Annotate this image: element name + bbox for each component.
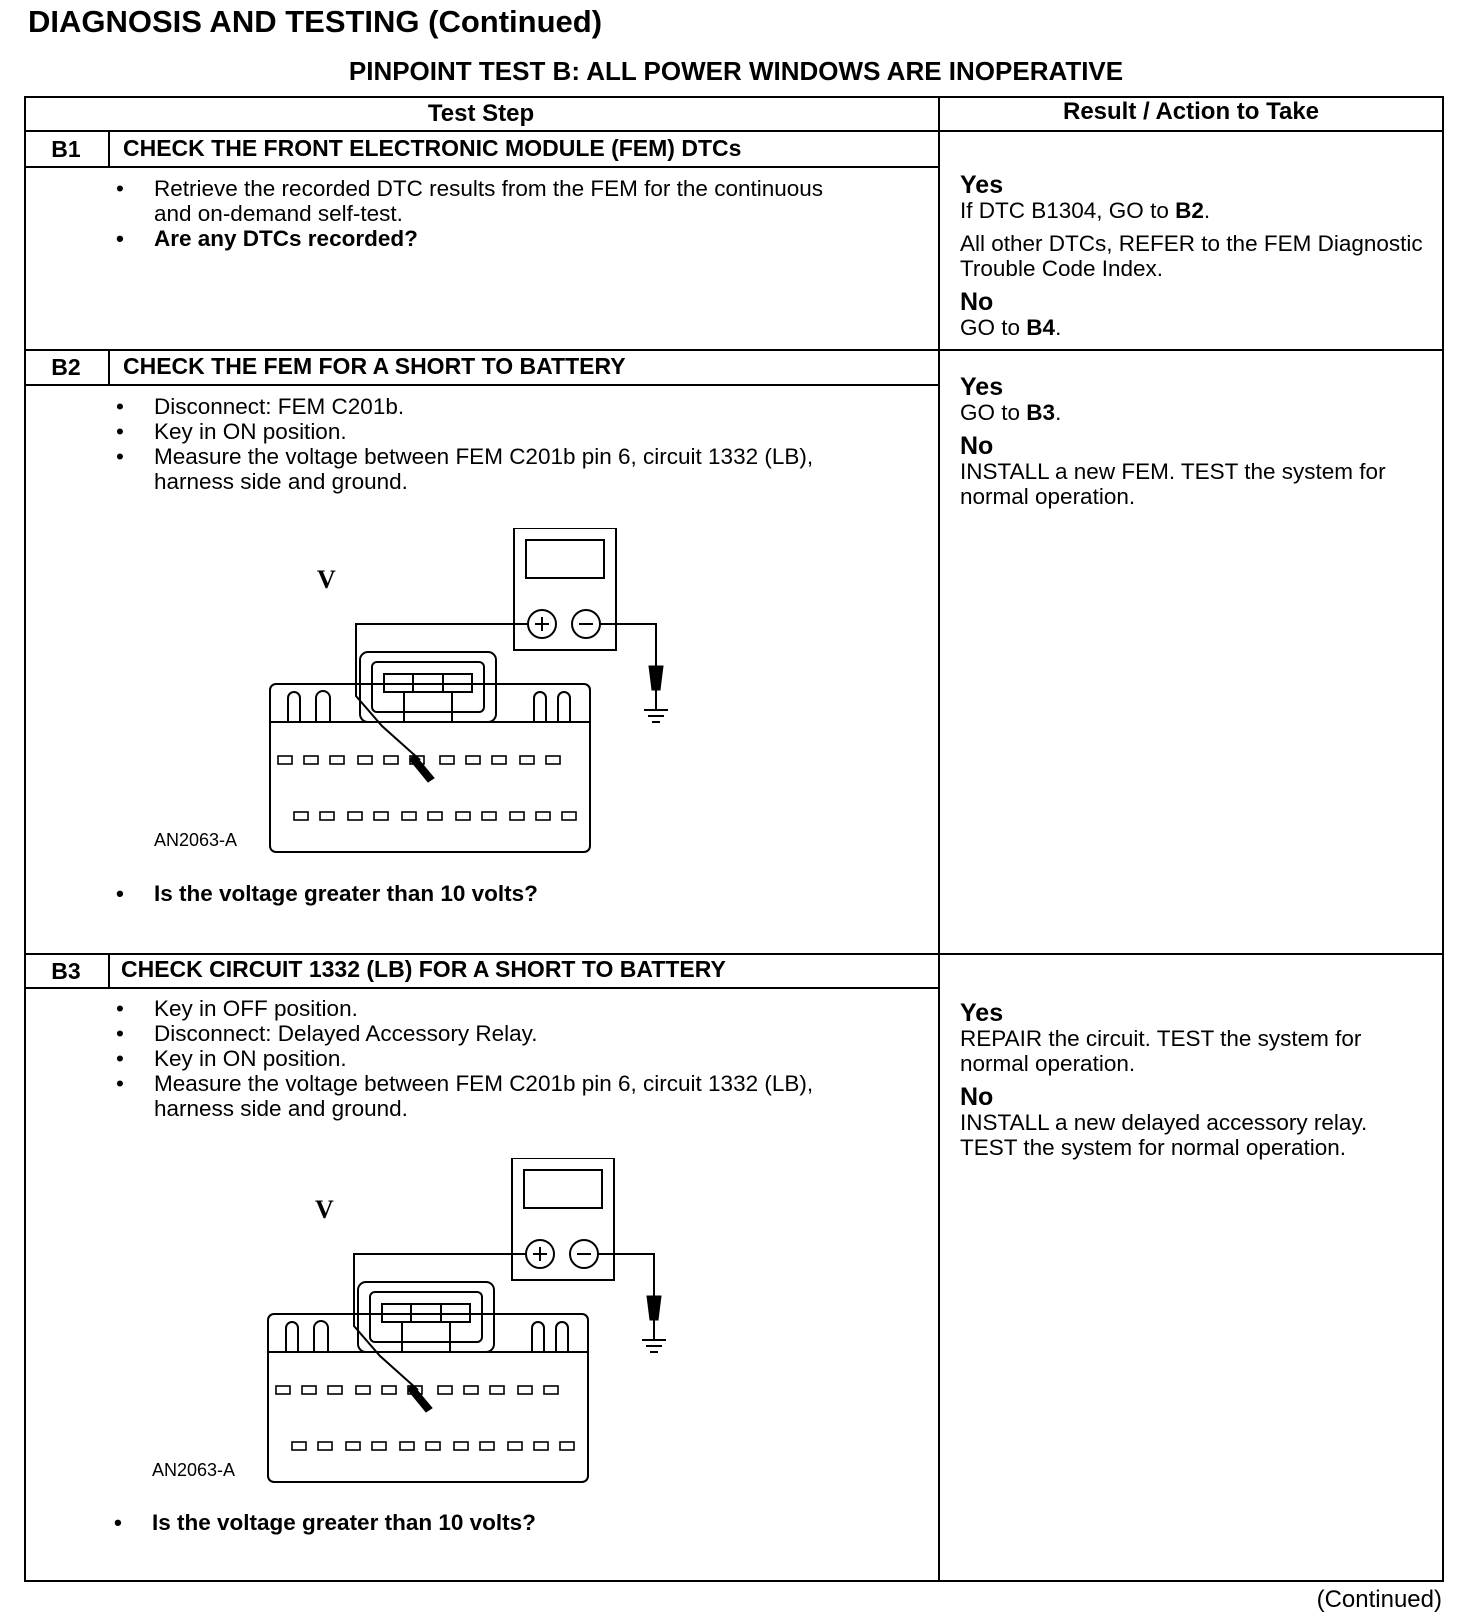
b3-bullet: • Key in ON position. xyxy=(24,1046,864,1071)
back-probe-tip xyxy=(408,1384,432,1412)
step-body-b3 xyxy=(24,996,864,1121)
step-body-b2 xyxy=(24,394,864,494)
negative-test-lead xyxy=(598,1254,654,1296)
b2-yes-text: GO to xyxy=(960,400,1021,425)
fem-connector-c201b xyxy=(268,1314,588,1482)
b2-yes-action: GO to B3. xyxy=(960,400,1062,425)
b1-other-dtcs: All other DTCs, REFER to the FEM Diagnostic Trouble Code Index. xyxy=(960,231,1423,281)
b1-id-divider xyxy=(108,130,110,168)
step-title-b2: CHECK THE FEM FOR A SHORT TO BATTERY xyxy=(123,353,626,379)
b2-no-label: No xyxy=(960,432,994,460)
b3-no-label: No xyxy=(960,1083,994,1111)
b3-title-divider xyxy=(24,987,940,989)
b3-bullet: • Key in OFF position. xyxy=(24,996,864,1021)
connector-pins xyxy=(278,756,576,820)
b1-yes-action: If DTC B1304, GO to B2. xyxy=(960,198,1211,223)
b2-meter-v-label: V xyxy=(317,565,336,594)
back-probe-tip xyxy=(410,754,434,782)
ground-symbol xyxy=(642,1320,666,1352)
b1-no-label: No xyxy=(960,288,994,316)
continued-note: (Continued) xyxy=(1316,1586,1442,1613)
b1-title-divider xyxy=(24,166,940,168)
b1-no-action: GO to B4. xyxy=(960,315,1062,340)
table-border-bottom xyxy=(24,1580,1444,1582)
b1-yes-label: Yes xyxy=(960,171,1004,199)
b2-figure-label: AN2063-A xyxy=(154,830,238,850)
b3-figure-label: AN2063-A xyxy=(152,1460,236,1480)
voltmeter-display xyxy=(526,540,604,578)
b1-bullet: • Retrieve the recorded DTC results from the FEM for the continuous and on-demand self-test. xyxy=(24,176,864,226)
b1-yes-text: If DTC B1304, GO to xyxy=(960,198,1169,223)
b3-bullet: • Disconnect: Delayed Accessory Relay. xyxy=(24,1021,864,1046)
connector-pins xyxy=(276,1386,574,1450)
header-result-action: Result / Action to Take xyxy=(1062,98,1320,125)
b2-title-divider xyxy=(24,384,940,386)
voltmeter-display xyxy=(524,1170,602,1208)
b2-no-action: INSTALL a new FEM. TEST the system for normal operation. xyxy=(960,459,1386,509)
column-divider xyxy=(938,96,940,1582)
b2-yes-label: Yes xyxy=(960,373,1004,401)
page-title: DIAGNOSIS AND TESTING (Continued) xyxy=(28,4,603,39)
step-id-b3: B3 xyxy=(51,958,81,984)
b1-no-text: GO to xyxy=(960,315,1021,340)
step-id-b1: B1 xyxy=(51,136,81,162)
result-b1 xyxy=(960,172,1430,348)
ground-symbol xyxy=(644,690,668,722)
b1-no-goto-b4[interactable]: B4 xyxy=(1026,315,1056,340)
b3-yes-action: REPAIR the circuit. TEST the system for normal operation. xyxy=(960,1026,1362,1076)
b2-row-divider xyxy=(24,953,1444,955)
ground-probe-tip xyxy=(647,1296,661,1320)
b1-yes-goto-b2[interactable]: B2 xyxy=(1175,198,1204,223)
b2-bullet: • Measure the voltage between FEM C201b pin 6, circuit 1332 (LB), harness side and ground. xyxy=(24,444,864,494)
header-divider xyxy=(24,130,1444,132)
b3-question: • Is the voltage greater than 10 volts? xyxy=(22,1510,862,1535)
b1-question: • Are any DTCs recorded? xyxy=(24,226,864,251)
b2-bullet: • Key in ON position. xyxy=(24,419,864,444)
pinpoint-test-title: PINPOINT TEST B: ALL POWER WINDOWS ARE INOPERATIVE xyxy=(348,56,1124,86)
result-b2 xyxy=(960,374,1430,517)
b2-id-divider xyxy=(108,349,110,386)
b3-yes-label: Yes xyxy=(960,999,1004,1027)
table-border-left xyxy=(24,96,26,1582)
table-border-right xyxy=(1442,96,1444,1582)
b3-meter-v-label: V xyxy=(315,1195,334,1224)
step-title-b3: CHECK CIRCUIT 1332 (LB) FOR A SHORT TO BATTERY xyxy=(121,956,726,982)
b3-no-action: INSTALL a new delayed accessory relay. TEST the system for normal operation. xyxy=(960,1110,1368,1160)
b3-question-row xyxy=(22,1510,862,1535)
negative-test-lead xyxy=(600,624,656,666)
step-title-b1: CHECK THE FRONT ELECTRONIC MODULE (FEM) DTCs xyxy=(123,135,742,161)
b2-question-row xyxy=(24,881,864,906)
b3-id-divider xyxy=(108,953,110,989)
b3-bullet: • Measure the voltage between FEM C201b pin 6, circuit 1332 (LB), harness side and ground. xyxy=(24,1071,864,1121)
step-body-b1 xyxy=(24,176,864,251)
step-id-b2: B2 xyxy=(51,354,81,380)
b2-question: • Is the voltage greater than 10 volts? xyxy=(24,881,864,906)
fem-connector-c201b xyxy=(270,684,590,852)
b1-row-divider xyxy=(24,349,1444,351)
pinpoint-test-table xyxy=(24,96,1444,1582)
result-b3 xyxy=(960,1000,1430,1168)
ground-probe-tip xyxy=(649,666,663,690)
b2-bullet: • Disconnect: FEM C201b. xyxy=(24,394,864,419)
b2-yes-goto-b3[interactable]: B3 xyxy=(1026,400,1056,425)
header-test-step: Test Step xyxy=(427,100,535,127)
